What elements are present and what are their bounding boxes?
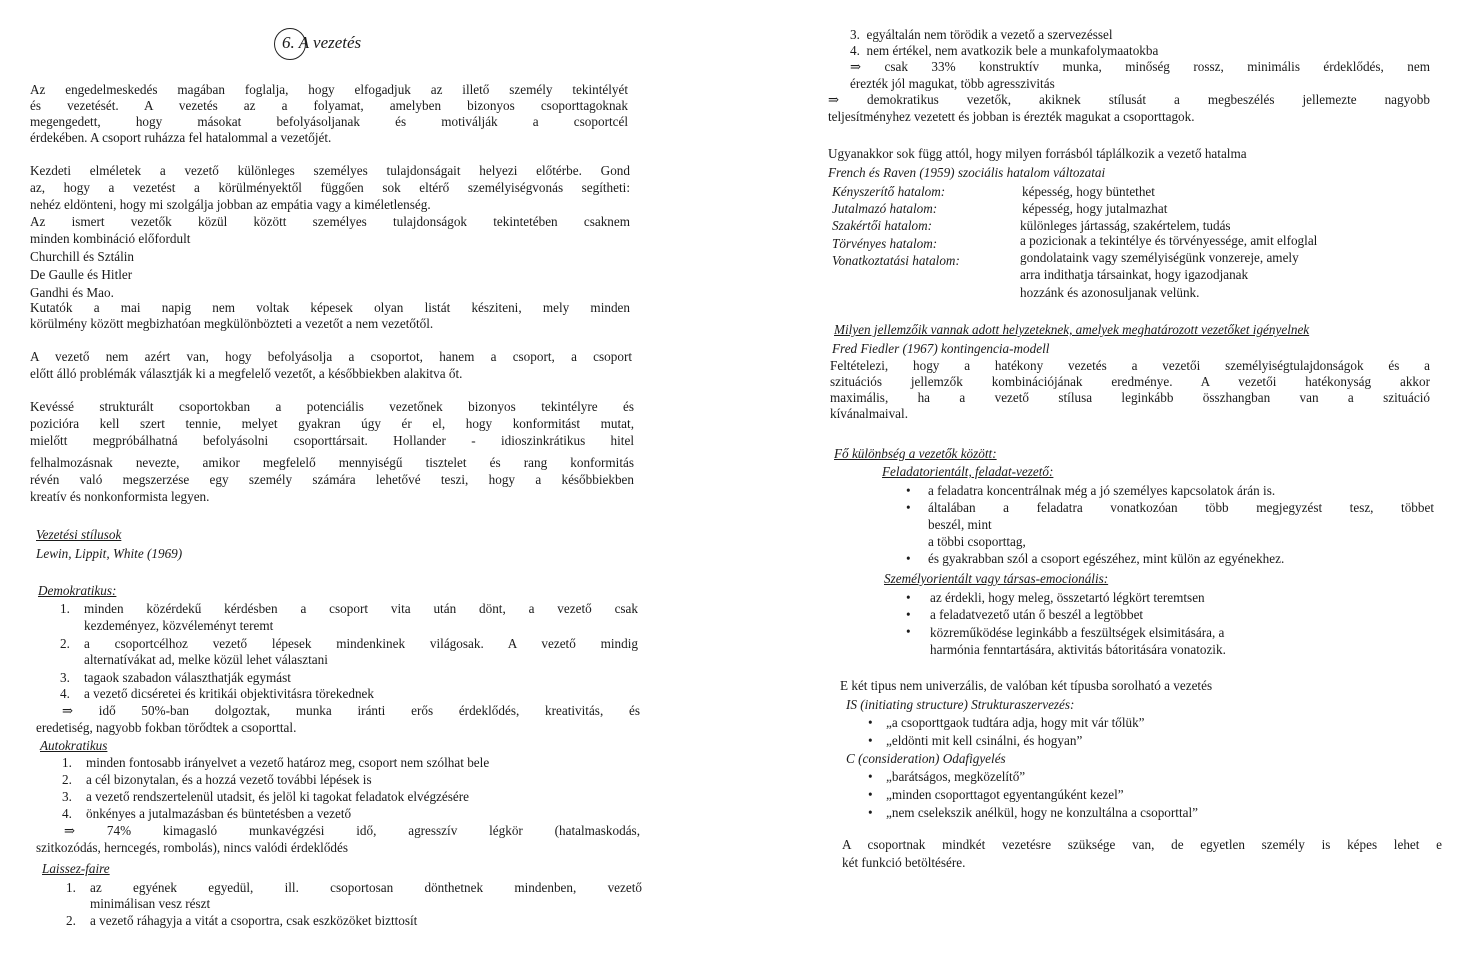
result-line: eredetiség, nagyobb fokban törődtek a csoporttal. xyxy=(36,720,297,735)
list-item: „a csoporttgaok tudtára adja, hogy mit vár tőlük” xyxy=(886,715,1145,730)
list-item: a feladatvezető után ő beszél a legtöbbet xyxy=(930,607,1144,622)
demokratikus-heading: Demokratikus: xyxy=(38,583,117,598)
power-type-desc: a pozicionak a tekintélye és törvényessége, amit elfoglal xyxy=(1020,233,1318,248)
laissez-faire-heading: Laissez-faire xyxy=(42,861,110,876)
list-item: „nem cselekszik anélkül, hogy ne konzultálna a csoporttal” xyxy=(886,805,1198,820)
paragraph-line: Gandhi és Mao. xyxy=(30,285,114,300)
list-item: a vezető rendszertelenül utadsit, és jelöl ki tagokat feladatok elvégzésére xyxy=(86,789,469,804)
list-item: az érdekli, hogy meleg, összetartó légkört teremtsen xyxy=(930,590,1205,605)
list-item: általában a feladatra vonatkozóan több megjegyzést tesz, többet xyxy=(928,500,1434,515)
paragraph-line: felhalmozásnak nevezte, amikor megfelelő mennyiségű tisztelet és rang konformitás xyxy=(30,455,634,470)
list-number: 3. xyxy=(62,789,72,804)
paragraph-line: kreatív és nonkonformista legyen. xyxy=(30,489,210,504)
list-item: az egyének egyedül, ill. csoportosan dönthetnek mindenben, vezető xyxy=(90,880,642,895)
result-line: ⇒ idő 50%-ban dolgoztak, munka iránti erős érdeklődés, kreativitás, és xyxy=(62,703,640,718)
paragraph-line: minden kombináció előfordult xyxy=(30,231,191,246)
author-reference: Lewin, Lippit, White (1969) xyxy=(36,546,183,561)
paragraph-line: és vezetését. A vezetés az a folyamat, amelyben bizonyos csoporttagoknak xyxy=(30,98,628,113)
list-item: a cél bizonytalan, és a hozzá vezető további lépések is xyxy=(86,772,372,787)
list-item: minimálisan vesz részt xyxy=(90,896,211,911)
task-heading: Feladatorientált, feladat-vezető: xyxy=(882,464,1054,479)
paragraph-line: kívánalmaival. xyxy=(830,406,908,421)
final-line: A csoportnak mindkét vezetésre szüksége van, de egyetlen személy is képes lehet e xyxy=(842,837,1442,852)
bullet: • xyxy=(868,805,873,820)
person-heading: Személyorientált vagy társas-emocionális: xyxy=(884,571,1109,586)
power-type-desc: hozzánk és azonosuljanak velünk. xyxy=(1020,285,1200,300)
paragraph-line: körülmény között megbizhatóan megkülönbözteti a vezetőt a nem vezetőtől. xyxy=(30,316,434,331)
power-type-name: Szakértői hatalom: xyxy=(832,218,932,233)
list-item: kezdeményez, közvéleményt teremt xyxy=(84,618,274,633)
conclusion-line: teljesítményhez vezetett és jobban is érezték magukat a csoporttagok. xyxy=(828,109,1195,124)
list-item: „barátságos, megközelítő” xyxy=(886,769,1026,784)
power-type-desc: képesség, hogy büntethet xyxy=(1022,184,1155,199)
bullet: • xyxy=(906,551,911,566)
list-item: 3. egyáltalán nem törödik a vezető a szervezéssel xyxy=(850,27,1113,42)
list-number: 1. xyxy=(66,880,76,895)
list-item: a vezető dicséretei és kritikái objektivitásra törekednek xyxy=(84,686,375,701)
list-item: a feladatra koncentrálnak még a jó személyes kapcsolatok árán is. xyxy=(928,483,1276,498)
page-title: 6. A vezetés xyxy=(282,33,362,52)
list-item: alternatívákat ad, melke közül lehet választani xyxy=(84,652,328,667)
autokratikus-heading: Autokratikus xyxy=(40,738,108,753)
bullet: • xyxy=(906,590,911,605)
paragraph-line: Kevéssé strukturált csoportokban a potenciális vezetőnek bizonyos tekintélyre és xyxy=(30,399,634,414)
result-line: ⇒ csak 33% konstruktív munka, minőség rossz, minimális érdeklődés, nem xyxy=(850,59,1430,74)
two-types-line: E két tipus nem univerzális, de valóban két típusba sorolható a vezetés xyxy=(840,678,1213,693)
power-type-desc: képesség, hogy jutalmazhat xyxy=(1022,201,1168,216)
result-line: szitkozódás, herncegés, rombolás), nincs valódi érdeklődés xyxy=(36,840,349,855)
list-item: tagaok szabadon választhatják egymást xyxy=(84,670,291,685)
right-page xyxy=(736,0,1472,956)
paragraph-line: érdekében. A csoport ruházza fel hatalommal a vezetőjét. xyxy=(30,130,332,145)
paragraph-line: mielőtt megpróbálhatná befolyásolni csoporttársait. Hollander - idioszinkrátikus hitel xyxy=(30,433,634,448)
bullet: • xyxy=(906,607,911,622)
list-number: 2. xyxy=(62,772,72,787)
list-item: a többi csoporttag, xyxy=(928,534,1026,549)
paragraph-line: nehéz eldönteni, hogy mi szolgálja jobban az empátia vagy a kiméletlenség. xyxy=(30,197,431,212)
list-item: és gyakrabban szól a csoport egészéhez, mint külön az egyénekhez. xyxy=(928,551,1285,566)
power-intro: Ugyanakkor sok függ attól, hogy milyen forrásból táplálkozik a vezető hatalma xyxy=(828,146,1247,161)
power-type-desc: különleges jártasság, szakértelem, tudás xyxy=(1020,218,1231,233)
list-number: 4. xyxy=(60,686,70,701)
paragraph-line: Az ismert vezetők közül között személyes tulajdonságok tekintetében csaknem xyxy=(30,214,630,229)
paragraph-line: A vezető nem azért van, hogy befolyásolja a csoportot, hanem a csoport, a csoport xyxy=(30,349,632,364)
fiedler-question: Milyen jellemzőik vannak adott helyzeteknek, amelyek meghatározott vezetőket igényelnek xyxy=(834,322,1310,337)
paragraph-line: megengedett, hogy másokat befolyásoljanak és motiválják a csoportcél xyxy=(30,114,628,129)
paragraph-line: Feltételezi, hogy a hatékony vezetés a vezetői személyiségtulajdonságok és a xyxy=(830,358,1430,373)
bullet: • xyxy=(906,624,911,639)
list-number: 1. xyxy=(62,755,72,770)
list-item: önkényes a jutalmazásban és büntetésben a vezető xyxy=(86,806,352,821)
paragraph-line: De Gaulle és Hitler xyxy=(30,267,133,282)
list-number: 3. xyxy=(60,670,70,685)
list-number: 4. xyxy=(62,806,72,821)
bullet: • xyxy=(906,500,911,515)
paragraph-line: szituációs jellemzők kombinációjának eredménye. A vezetői hatékonyság akkor xyxy=(830,374,1430,389)
is-heading: IS (initiating structure) Strukturaszervezés: xyxy=(846,697,1075,712)
power-type-name: Törvényes hatalom: xyxy=(832,236,938,251)
paragraph-line: pozicióra kell szert tennie, melyet gyakran úgy ér el, hogy konformitást mutat, xyxy=(30,416,634,431)
paragraph-line: Kezdeti elméletek a vezető különleges személyes tulajdonságait helyezi előtérbe. Gond xyxy=(30,163,630,178)
list-item: minden fontosabb irányelvet a vezető határoz meg, csoport nem szólhat bele xyxy=(86,755,490,770)
bullet: • xyxy=(868,733,873,748)
result-line: ⇒ 74% kimagasló munkavégzési idő, agresszív légkör (hatalmaskodás, xyxy=(64,823,640,838)
paragraph-line: az, hogy a vezetést a körülményektől függően sok eltérő személyiségvonás segítheti: xyxy=(30,180,630,195)
list-number: 2. xyxy=(66,913,76,928)
section-heading: Vezetési stílusok xyxy=(36,527,122,542)
conclusion-line: ⇒ demokratikus vezetők, akiknek stílusát a megbeszélés jellemezte nagyobb xyxy=(828,92,1430,107)
bullet: • xyxy=(906,483,911,498)
list-number: 2. xyxy=(60,636,70,651)
bullet: • xyxy=(868,769,873,784)
list-item: „minden csoporttagot egyentangúként kezel” xyxy=(886,787,1124,802)
paragraph-line: maximális, ha a vezető stílusa leginkább összhangban van a szituáció xyxy=(830,390,1430,405)
list-item: 4. nem értékel, nem avatkozik bele a munkafolymaatokba xyxy=(850,43,1159,58)
paragraph-line: Az engedelmeskedés magában foglalja, hogy elfogadjuk az illető személy tekintélyét xyxy=(30,82,628,97)
c-heading: C (consideration) Odafigyelés xyxy=(846,751,1006,766)
result-line: érezték jól magukat, több agresszivitás xyxy=(850,76,1055,91)
bullet: • xyxy=(868,787,873,802)
final-line: két funkció betöltésére. xyxy=(842,855,966,870)
bullet: • xyxy=(868,715,873,730)
section-heading: Fő különbség a vezetők között: xyxy=(834,446,997,461)
power-type-desc: arra indithatja társainkat, hogy igazodjanak xyxy=(1020,267,1249,282)
list-item: beszél, mint xyxy=(928,517,992,532)
list-item: a vezető ráhagyja a vitát a csoportra, csak eszközöket bizttosít xyxy=(90,913,418,928)
list-number: 1. xyxy=(60,601,70,616)
power-source: French és Raven (1959) szociális hatalom változatai xyxy=(828,165,1106,180)
paragraph-line: Churchill és Sztálin xyxy=(30,249,135,264)
fiedler-title: Fred Fiedler (1967) kontingencia-modell xyxy=(832,341,1050,356)
list-item: minden közérdekű kérdésben a csoport vita után dönt, a vezető csak xyxy=(84,601,638,616)
paragraph-line: előtt álló problémák választják ki a megfelelő vezetőt, a későbbiekben alakitva őt. xyxy=(30,366,463,381)
power-type-desc: gondolataink vagy személyiségünk vonzereje, amely xyxy=(1020,250,1299,265)
power-type-name: Vonatkoztatási hatalom: xyxy=(832,253,960,268)
paragraph-line: Kutatók a mai napig nem voltak képesek olyan listát késziteni, mely minden xyxy=(30,300,630,315)
list-item: a csoportcélhoz vezető lépesek mindenkinek világosak. A vezető mindig xyxy=(84,636,638,651)
power-type-name: Jutalmazó hatalom: xyxy=(832,201,938,216)
power-type-name: Kényszerítő hatalom: xyxy=(832,184,946,199)
list-item: „eldönti mit kell csinálni, és hogyan” xyxy=(886,733,1083,748)
paragraph-line: révén való megszerzése egy személy számára lehetővé teszi, hogy a későbbiekben xyxy=(30,472,634,487)
list-item: közreműködése leginkább a feszültségek elsimitására, a harmónia fenntartására, aktivitás bátoritására vonatozik. xyxy=(930,625,1226,657)
